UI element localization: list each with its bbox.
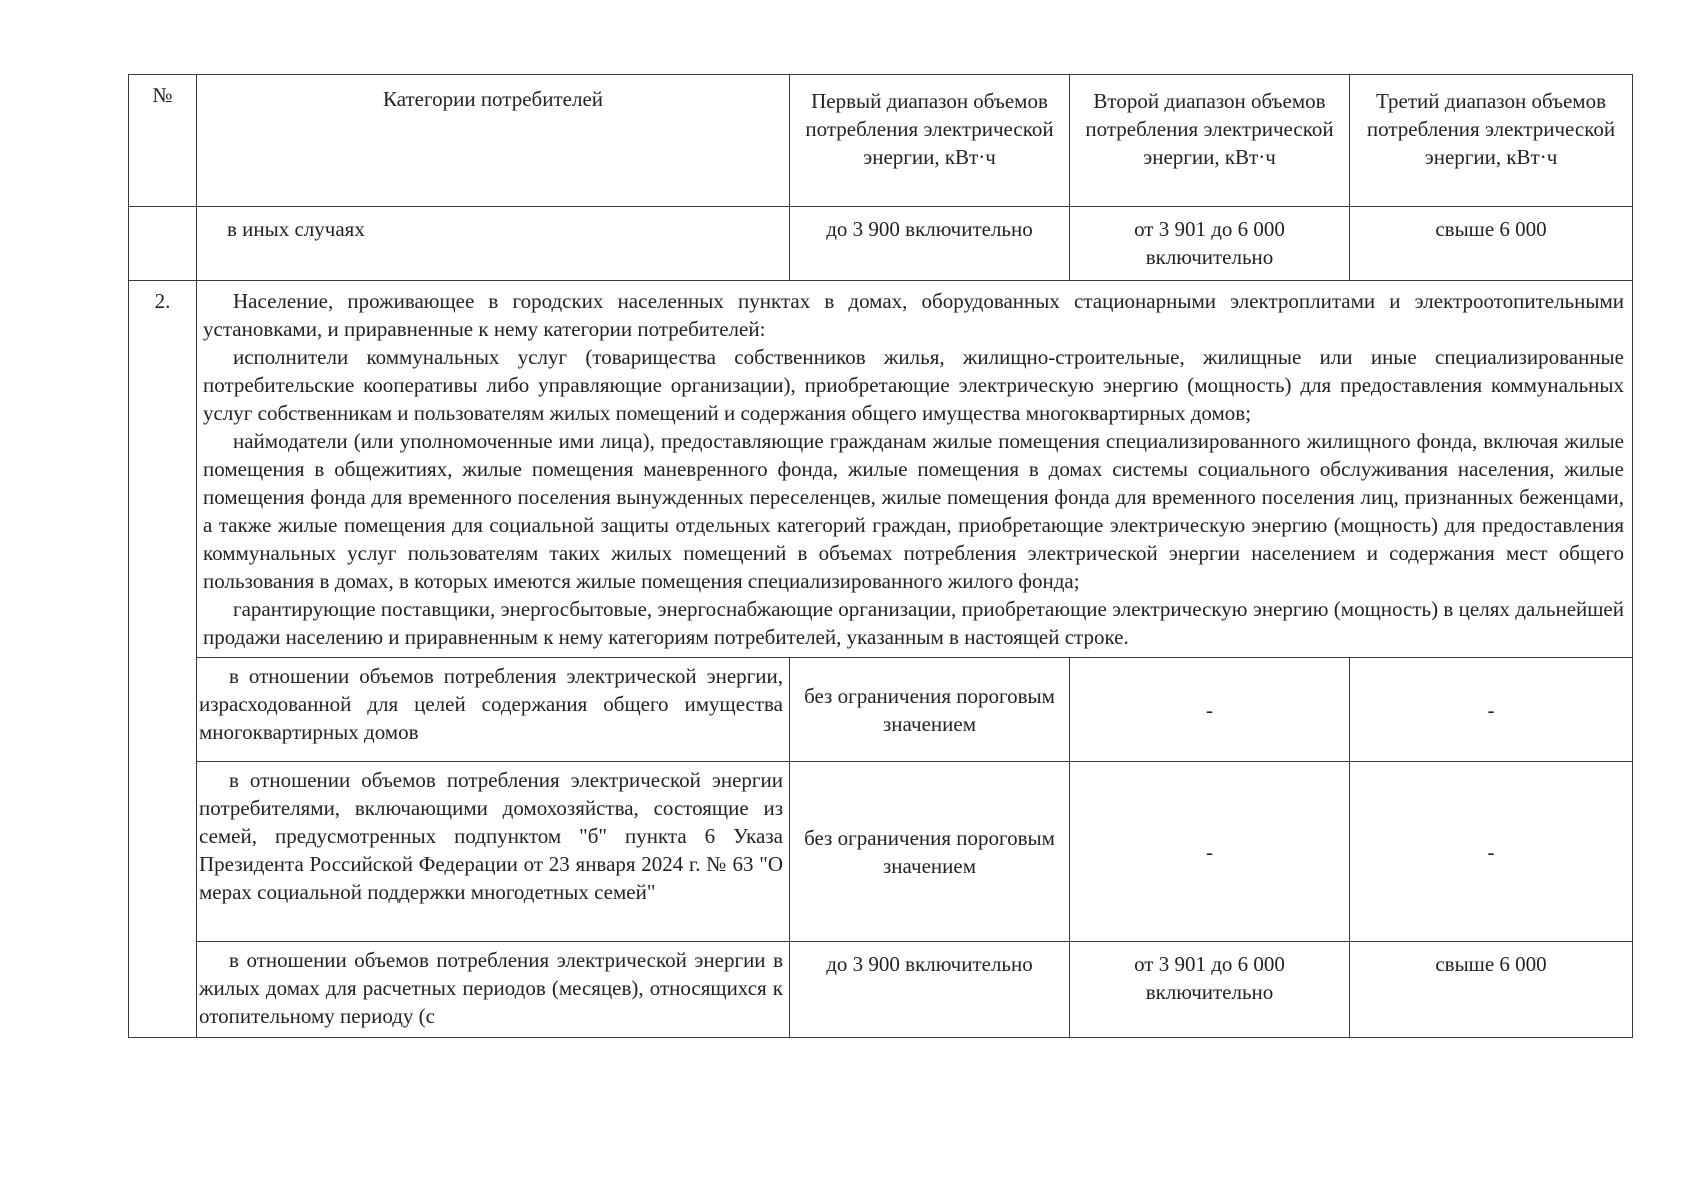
row-2-description-cell [197,281,1633,658]
row-2-subrow [129,942,1633,1038]
row-2-number: 2. [129,281,197,1038]
subrow-3-range-3: свыше 6 000 [1350,942,1633,1038]
subrow-2-range-1: без ограничения пороговым значением [790,762,1070,942]
header-number: № [129,75,197,207]
subrow-1-range-2: - [1070,658,1350,762]
subrow-2-category [197,762,790,942]
header-categories: Категории потребителей [197,75,790,207]
subrow-2-range-2: - [1070,762,1350,942]
subrow-3-range-1: до 3 900 включительно [790,942,1070,1038]
subrow-2-category-text: в отношении объемов потребления электрической энергии потребителями, включающими домохозяйства, состоящие из семей, предусмотренных подпунктом "б" пункта 6 Указа Президента Российской Федерации от 23 января 2024 г. № 63 "О мерах социальной поддержки многодетных семей" [199,768,783,904]
row-2-paragraph: исполнители коммунальных услуг (товарищества собственников жилья, жилищно-строительные, жилищные или иные специализированные потребительские кооперативы либо управляющие организации), приобретающие электрическую энергию (мощность) для предоставления коммунальных услуг собственникам и пользователям жилых помещений и содержания общего имущества многоквартирных домов; [203,345,1624,425]
row-other-number [129,207,197,281]
subrow-1-category-text: в отношении объемов потребления электрической энергии, израсходованной для целей содержания общего имущества многоквартирных домов [199,664,783,744]
row-2-paragraph: наймодатели (или уполномоченные ими лица), предоставляющие гражданам жилые помещения специализированного жилищного фонда, включая жилые помещения в общежитиях, жилые помещения маневренного фонда, жилые помещения в домах системы социального обслуживания населения, жилые помещения фонда для временного поселения вынужденных переселенцев, жилые помещения фонда для временного поселения лиц, признанных беженцами, а также жилые помещения для социальной защиты отдельных категорий граждан, приобретающие электрическую энергию (мощность) для предоставления коммунальных услуг пользователям таких жилых помещений в объемах потребления электрической энергии населением и содержания мест общего пользования в домах, в которых имеются жилые помещения специализированного жилого фонда; [203,429,1624,593]
tariff-table [128,74,1633,1038]
row-other-range-1: до 3 900 включительно [790,207,1070,281]
row-other-range-2: от 3 901 до 6 000 включительно [1070,207,1350,281]
header-range-2: Второй диапазон объемов потребления электрической энергии, кВт·ч [1070,75,1350,207]
header-range-3: Третий диапазон объемов потребления электрической энергии, кВт·ч [1350,75,1633,207]
row-other-category: в иных случаях [197,207,790,281]
subrow-2-range-3: - [1350,762,1633,942]
subrow-3-range-2: от 3 901 до 6 000 включительно [1070,942,1350,1038]
subrow-3-category [197,942,790,1038]
row-2-subrow [129,762,1633,942]
row-2-paragraph: гарантирующие поставщики, энергосбытовые, энергоснабжающие организации, приобретающие электрическую энергию (мощность) в целях дальнейшей продажи населению и приравненным к нему категориям потребителей, указанным в настоящей строке. [203,597,1624,649]
header-row [129,75,1633,207]
header-range-1: Первый диапазон объемов потребления электрической энергии, кВт·ч [790,75,1070,207]
subrow-1-category [197,658,790,762]
subrow-3-category-text: в отношении объемов потребления электрической энергии в жилых домах для расчетных периодов (месяцев), относящихся к отопительному периоду (с [199,948,783,1028]
row-other-cases [129,207,1633,281]
row-2-subrow [129,658,1633,762]
row-2-paragraph: Население, проживающее в городских населенных пунктах в домах, оборудованных стационарными электроплитами и электроотопительными установками, и приравненные к нему категории потребителей: [203,289,1624,341]
subrow-1-range-1: без ограничения пороговым значением [790,658,1070,762]
subrow-1-range-3: - [1350,658,1633,762]
row-2-description [129,281,1633,658]
row-other-range-3: свыше 6 000 [1350,207,1633,281]
